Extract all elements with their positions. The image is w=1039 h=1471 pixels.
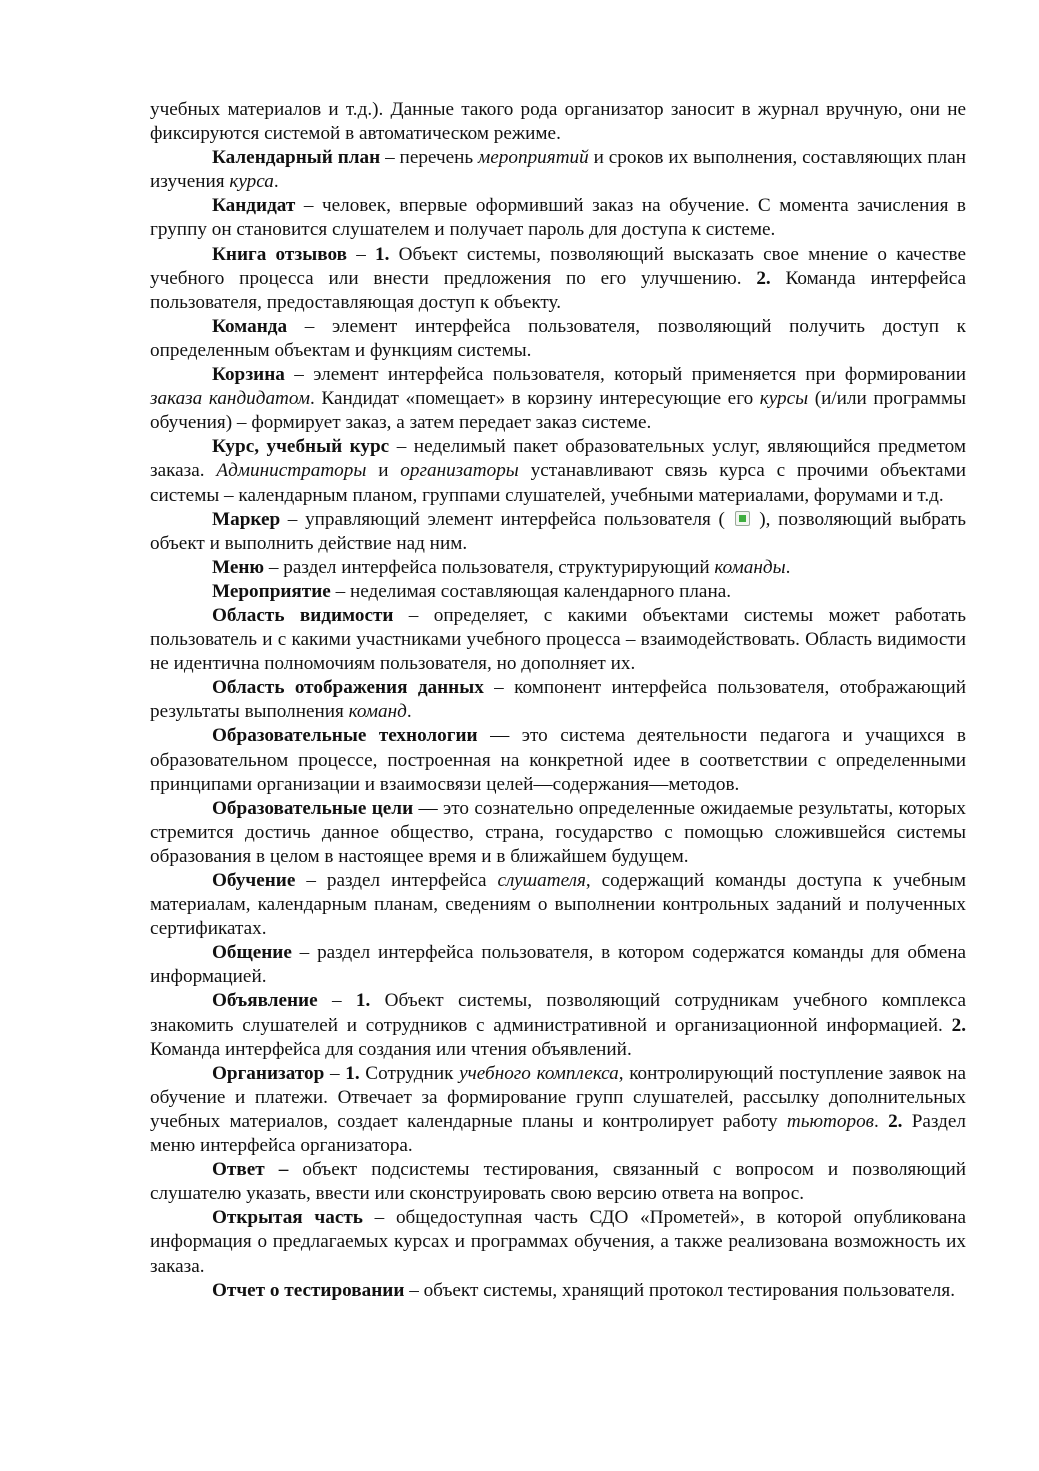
entry-obshchenie: Общение – раздел интерфейса пользователя, в котором содержатся команды для обмена информацией. xyxy=(150,942,966,988)
term: Организатор xyxy=(212,1062,325,1084)
entry-meropriyatie: Мероприятие – неделимая составляющая календарного плана. xyxy=(212,580,732,602)
term: Образовательные цели xyxy=(212,797,414,819)
entry-obr-tehnologii: Образовательные технологии — это система деятельности педагога и учащихся в образовательном процессе, построенная на конкретной идее в соответствии с определенными принципами организации и взаимосвязи целей—содержания—методов. xyxy=(150,725,966,795)
entry-otkrytaya-chast: Открытая часть – общедоступная часть СДО «Прометей», в которой опубликована информация о предлагаемых курсах и программах обучения, а также реализована возможность их заказа. xyxy=(150,1207,966,1277)
entry-otchet: Отчет о тестировании – объект системы, хранящий протокол тестирования пользователя. xyxy=(212,1279,956,1301)
term: Объявление xyxy=(212,990,318,1012)
term: Курс, учебный курс xyxy=(212,436,390,458)
entry-kurs: Курс, учебный курс – неделимый пакет образовательных услуг, являющийся предметом заказа. Администраторы и организаторы устанавливают связь курса с прочими объектами системы – календарным планом, группами слушателей, учебными материалами, форумами и т.д. xyxy=(150,436,966,506)
entry-obuchenie: Обучение – раздел интерфейса слушателя, содержащий команды доступа к учебным материалам, календарным планам, сведениям о выполнении контрольных заданий и полученных сертификатах. xyxy=(150,870,966,940)
term: Область видимости xyxy=(212,604,394,626)
term: Область отображения данных xyxy=(212,677,484,699)
term: Кандидат xyxy=(212,195,296,217)
term: Книга отзывов xyxy=(212,243,347,265)
entry-kalendarnyi-plan: Календарный план – перечень мероприятий и сроков их выполнения, составляющих план изучения курса. xyxy=(150,147,967,193)
term: Корзина xyxy=(212,364,285,386)
term: Меню xyxy=(212,556,265,578)
entry-obr-tseli: Образовательные цели — это сознательно определенные ожидаемые результаты, которых стремится достичь данное общество, страна, государство с помощью сложившейся системы образования в целом в настоящее время и в ближайшем будущем. xyxy=(150,797,966,867)
term: Ответ – xyxy=(212,1159,289,1181)
term: Календарный план xyxy=(212,147,381,169)
term: Открытая часть xyxy=(212,1207,363,1229)
entry-organizator: Организатор – 1. Сотрудник учебного комплекса, контролирующий поступление заявок на обучение и платежи. Отвечает за формирование групп слушателей, рассылку дополнительных учебных материалов, создает календарные планы и контролирует работу тьюторов. 2. Раздел меню интерфейса организатора. xyxy=(150,1062,967,1157)
term: Команда xyxy=(212,315,288,337)
entry-oblast-vidimosti: Область видимости – определяет, с какими объектами системы может работать пользователь и с какими участниками учебного процесса – взаимодействовать. Область видимости не идентична полномочиям пользователя, но дополняет их. xyxy=(150,604,966,675)
entry-korzina: Корзина – элемент интерфейса пользователя, который применяется при формировании заказа кандидатом. Кандидат «помещает» в корзину интересующие его курсы (и/или программы обучения) – формирует заказ, а затем передает заказ системе. xyxy=(150,364,966,434)
term: Общение xyxy=(212,942,292,964)
intro-paragraph: учебных материалов и т.д.). Данные такого рода организатор заносит в журнал вручную, они не фиксируются системой в автоматическом режиме. xyxy=(150,99,966,145)
entry-kniga-otzyvov: Книга отзывов – 1. Объект системы, позволяющий высказать свое мнение о качестве учебного процесса или внести предложения по его улучшению. 2. Команда интерфейса пользователя, предоставляющая доступ к объекту. xyxy=(150,243,967,313)
term: Образовательные технологии xyxy=(212,725,478,747)
checkbox-marker-icon xyxy=(735,511,750,526)
entry-oblast-otobrazheniya: Область отображения данных – компонент интерфейса пользователя, отображающий результаты выполнения команд. xyxy=(150,677,967,723)
term: Обучение xyxy=(212,870,296,891)
entry-marker: Маркер – управляющий элемент интерфейса пользователя ( ), позволяющий выбрать объект и выполнить действие над ним. xyxy=(150,508,966,554)
term: Мероприятие xyxy=(212,580,331,602)
term: Отчет о тестировании xyxy=(212,1279,405,1301)
document-page xyxy=(150,98,966,1303)
entry-komanda: Команда – элемент интерфейса пользователя, позволяющий получить доступ к определенным объектам и функциям системы. xyxy=(150,315,966,361)
entry-kandidat: Кандидат – человек, впервые оформивший заказ на обучение. С момента зачисления в группу он становится слушателем и получает пароль для доступа к системе. xyxy=(150,195,966,241)
term: Маркер xyxy=(212,508,281,530)
entry-menu: Меню – раздел интерфейса пользователя, структурирующий команды. xyxy=(212,556,791,578)
entry-obyavlenie: Объявление – 1. Объект системы, позволяющий сотрудникам учебного комплекса знакомить слушателей и сотрудников с административной и организационной информацией. 2. Команда интерфейса для создания или чтения объявлений. xyxy=(150,990,966,1060)
entry-otvet: Ответ – объект подсистемы тестирования, связанный с вопросом и позволяющий слушателю указать, ввести или сконструировать свою версию ответа на вопрос. xyxy=(150,1159,967,1205)
